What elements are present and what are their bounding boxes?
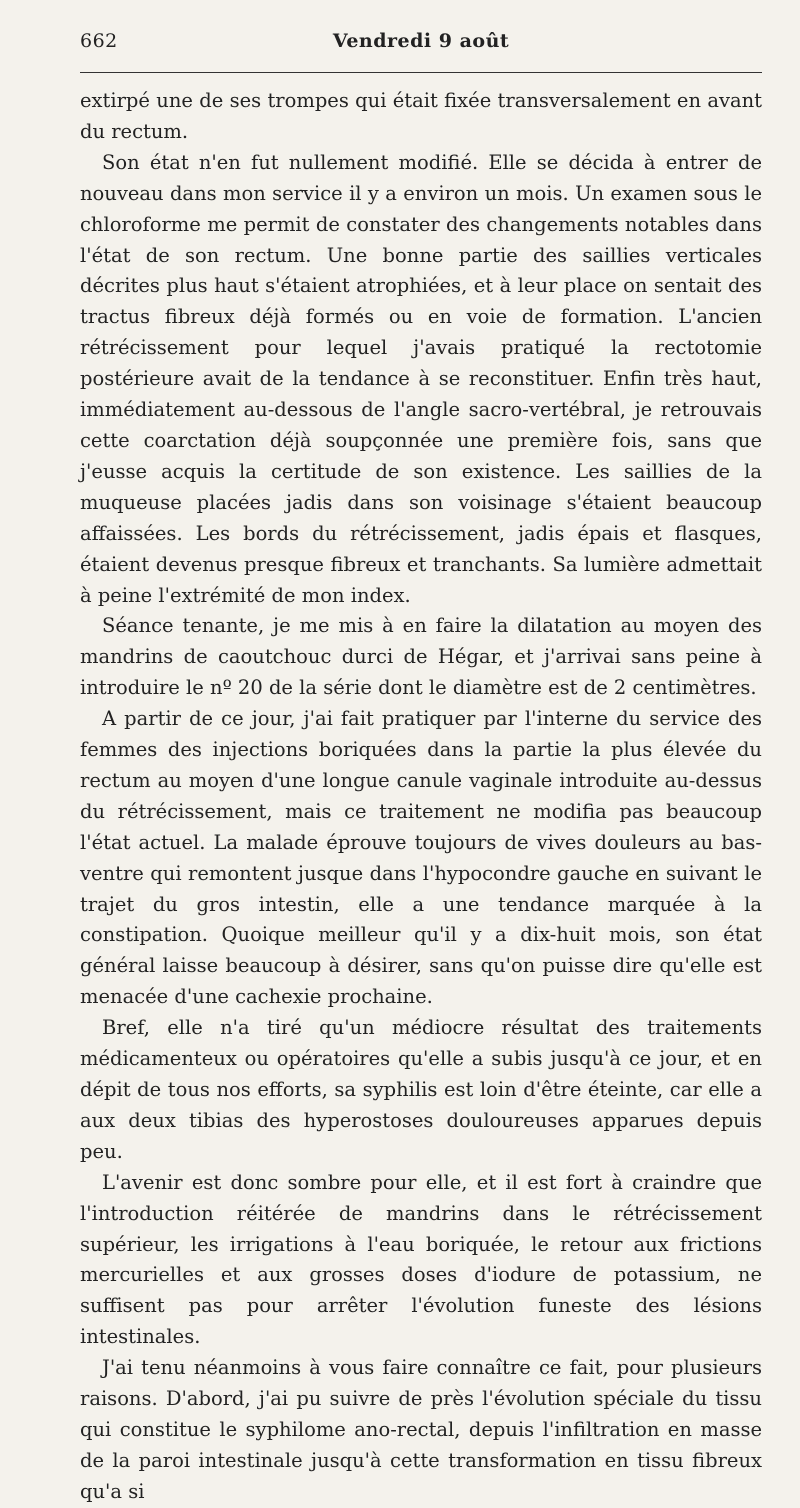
paragraph: Séance tenante, je me mis à en faire la dilatation au moyen des mandrins de caoutchouc durci de Hégar, et j'arrivai sans peine à introduire le nº 20 de la série dont le diamètre est de 2 centimètres. — [80, 614, 762, 700]
paragraph-continued: extirpé une de ses trompes qui était fixée transversalement en avant du rectum. — [80, 89, 762, 143]
page-header — [80, 30, 762, 60]
page-number: 662 — [80, 30, 118, 52]
paragraph: J'ai tenu néanmoins à vous faire connaître ce fait, pour plusieurs raisons. D'abord, j'ai pu suivre de près l'évolution spéciale du tissu qui constitue le syphilome ano-rectal, depuis l'infiltration en masse de la paroi intestinale jusqu'à cette transformation en tissu fibreux qu'a si — [80, 1356, 762, 1503]
header-rule — [80, 72, 762, 73]
paragraph: A partir de ce jour, j'ai fait pratiquer par l'interne du service des femmes des injections boriquées dans la partie la plus élevée du rectum au moyen d'une longue canule vaginale introduite au-dessus du rétrécissement, mais ce traitement ne modifia pas beaucoup l'état actuel. La malade éprouve toujours de vives douleurs au bas-ventre qui remontent jusque dans l'hypocondre gauche en suivant le trajet du gros intestin, elle a une tendance marquée à la constipation. Quoique meilleur qu'il y a dix-huit mois, son état général laisse beaucoup à désirer, sans qu'on puisse dire qu'elle est menacée d'une cachexie prochaine. — [80, 707, 762, 1009]
paragraph: Son état n'en fut nullement modifié. Elle se décida à entrer de nouveau dans mon service il y a environ un mois. Un examen sous le chloroforme me permit de constater des changements notables dans l'état de son rectum. Une bonne partie des saillies verticales décrites plus haut s'étaient atrophiées, et à leur place on sentait des tractus fibreux déjà formés ou en voie de formation. L'ancien rétrécissement pour lequel j'avais pratiqué la rectotomie postérieure avait de la tendance à se reconstituer. Enfin très haut, immédiatement au-dessous de l'angle sacro-vertébral, je retrouvais cette coarctation déjà soupçonnée une première fois, sans que j'eusse acquis la certitude de son existence. Les saillies de la muqueuse placées jadis dans son voisinage s'étaient beaucoup affaissées. Les bords du rétrécissement, jadis épais et flasques, étaient devenus presque fibreux et tranchants. Sa lumière admettait à peine l'extrémité de mon index. — [80, 150, 762, 607]
running-title: Vendredi 9 août — [332, 30, 510, 52]
paragraph: L'avenir est donc sombre pour elle, et il est fort à craindre que l'introduction réitérée de mandrins dans le rétrécissement supérieur, les irrigations à l'eau boriquée, le retour aux frictions mercurielles et aux grosses doses d'iodure de potassium, ne suffisent pas pour arrêter l'évolution funeste des lésions intestinales. — [80, 1170, 762, 1349]
body-text — [80, 86, 762, 1508]
paragraph: Bref, elle n'a tiré qu'un médiocre résultat des traitements médicamenteux ou opératoires qu'elle a subis jusqu'à ce jour, et en dépit de tous nos efforts, sa syphilis est loin d'être éteinte, car elle a aux deux tibias des hyperostoses douloureuses apparues depuis peu. — [80, 1016, 762, 1163]
